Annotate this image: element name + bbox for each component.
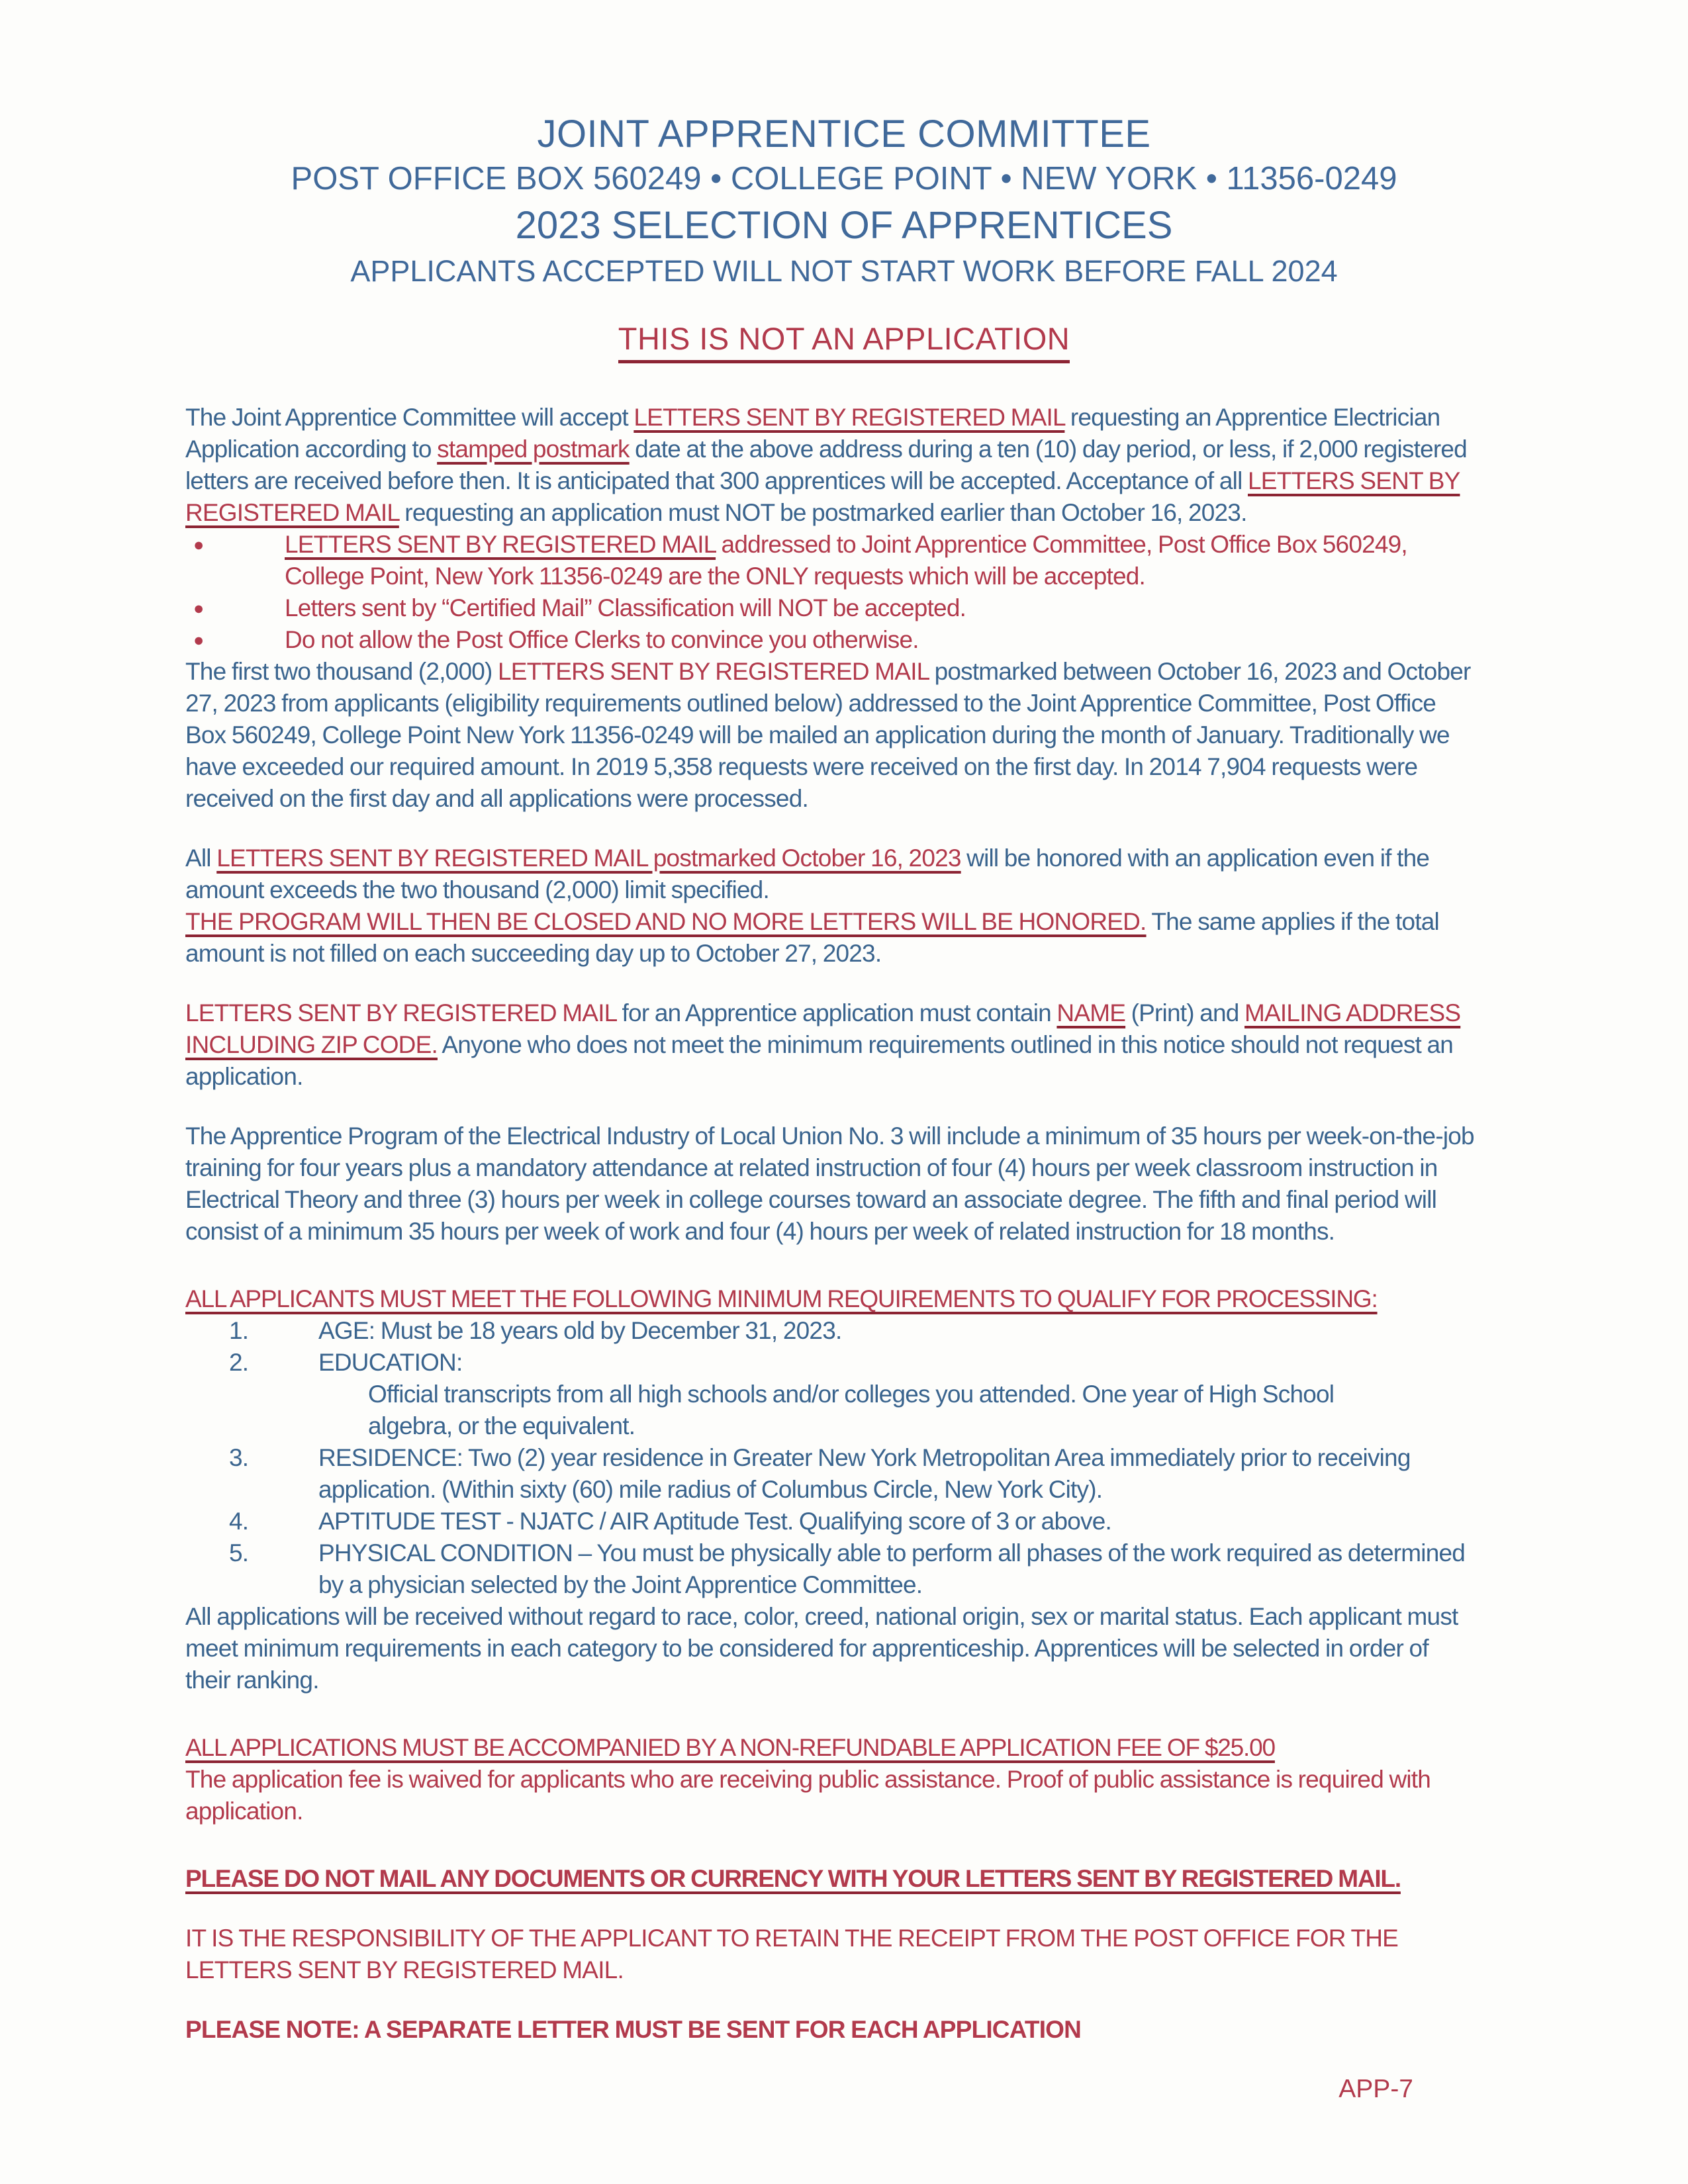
- text-content: [185, 658, 1471, 812]
- text-segment: APTITUDE TEST - NJATC / AIR Aptitude Test. Qualifying score of 3 or above.: [318, 1508, 1111, 1535]
- text-segment: RESIDENCE: Two (2) year residence in Greater New York Metropolitan Area immediately prior to receiving application. (Within sixty (60) mile radius of Columbus Circle, New York City).: [318, 1444, 1411, 1503]
- list-number: 4.: [229, 1508, 249, 1535]
- text-content: [185, 1734, 1275, 1761]
- paragraph: [185, 1601, 1476, 1696]
- paragraph: [185, 1764, 1476, 1827]
- text-content: [318, 1537, 1476, 1601]
- paragraph: [185, 1120, 1476, 1248]
- text-segment: The application fee is waived for applicants who are receiving public assistance. Proof of public assistance is required with application.: [185, 1766, 1431, 1825]
- bullet-icon: ●: [193, 598, 204, 618]
- text-segment: The Apprentice Program of the Electrical Industry of Local Union No. 3 will include a minimum of 35 hours per week-on-the-job training for four years plus a mandatory attendance at related instruction of four (4) hours per week classroom instruction in Electrical Theory and three (3) hours per week in college courses toward an associate degree. The fifth and final period will consist of a minimum 35 hours per week of work and four (4) hours per week of related instruction for 18 months.: [185, 1122, 1474, 1245]
- not-an-application-wrap: [0, 320, 1688, 363]
- paragraph: [185, 906, 1476, 970]
- text-segment: LETTERS SENT BY REGISTERED MAIL: [285, 531, 716, 558]
- text-segment: LETTERS SENT BY REGISTERED MAIL: [185, 467, 1460, 526]
- numbered-item: [185, 1442, 1476, 1506]
- text-content: [318, 1347, 1476, 1379]
- text-segment: ALL APPLICATIONS MUST BE ACCOMPANIED BY A NON-REFUNDABLE APPLICATION FEE OF $25.00: [185, 1734, 1275, 1761]
- document-header: [0, 0, 1688, 363]
- text-segment: AGE: Must be 18 years old by December 31, 2023.: [318, 1317, 842, 1344]
- text-segment: Anyone who does not meet the minimum requirements outlined in this notice should not request an application.: [185, 1031, 1454, 1090]
- text-content: [185, 999, 1460, 1090]
- text-segment: The first two thousand (2,000): [185, 658, 498, 685]
- text-content: [285, 529, 1476, 592]
- paragraph: [185, 997, 1476, 1093]
- section-heading: [185, 1283, 1476, 1315]
- text-segment: All: [185, 844, 217, 872]
- text-content: [318, 1442, 1476, 1506]
- selection-title: 2023 SELECTION OF APPRENTICES: [515, 204, 1173, 247]
- text-segment: PLEASE NOTE: A SEPARATE LETTER MUST BE SENT FOR EACH APPLICATION: [185, 2016, 1082, 2043]
- text-segment: ALL APPLICANTS MUST MEET THE FOLLOWING MINIMUM REQUIREMENTS TO QUALIFY FOR PROCESSING:: [185, 1285, 1378, 1312]
- committee-title: JOINT APPRENTICE COMMITTEE: [537, 113, 1151, 156]
- bullet-item: [185, 624, 1476, 656]
- text-segment: NAME: [1056, 999, 1126, 1026]
- numbered-item: [185, 1315, 1476, 1347]
- text-content: [185, 1603, 1458, 1694]
- text-content: [318, 1315, 1476, 1347]
- text-segment: PHYSICAL CONDITION – You must be physically able to perform all phases of the work required as determined by a physician selected by the Joint Apprentice Committee.: [318, 1539, 1466, 1598]
- text-segment: LETTERS SENT BY REGISTERED MAIL: [633, 404, 1065, 431]
- text-content: [185, 1285, 1378, 1312]
- page-label: APP-7: [1338, 2075, 1413, 2103]
- numbered-item: [185, 1347, 1476, 1379]
- text-segment: The Joint Apprentice Committee will accept: [185, 404, 634, 431]
- text-segment: postmarked between October 16, 2023 and October 27, 2023 from applicants (eligibility requirements outlined below) addressed to the Joint Apprentice Committee, Post Office Box 560249, College Point New York 11356-0249 will be mailed an application during the month of January. Traditionally we have exceeded our required amount. In 2019 5,358 requests were received on the first day. In 2014 7,904 requests were received on the first day and all applications were processed.: [185, 658, 1471, 812]
- text-segment: addressed to Joint Apprentice Committee, Post Office Box 560249, College Point, New York 11356-0249 are the ONLY requests which will be accepted.: [285, 531, 1407, 590]
- text-content: [285, 624, 1476, 656]
- text-segment: All applications will be received without regard to race, color, creed, national origin, sex or marital status. Each applicant must meet minimum requirements in each category to be considered for apprenticeship. Apprentices will be selected in order of their ranking.: [185, 1603, 1458, 1694]
- text-segment: (Print) and: [1125, 999, 1245, 1026]
- bullet-item: [185, 529, 1476, 592]
- text-segment: LETTERS SENT BY REGISTERED MAIL: [498, 658, 929, 685]
- paragraph: [185, 402, 1476, 529]
- text-segment: stamped postmark: [437, 435, 630, 463]
- text-content: [185, 908, 1439, 967]
- text-content: [318, 1506, 1476, 1537]
- text-segment: for an Apprentice application must contain: [616, 999, 1057, 1026]
- bullet-item: [185, 592, 1476, 624]
- text-content: [185, 1766, 1430, 1825]
- text-segment: will be honored with an application even if the amount exceeds the two thousand (2,000) limit specified.: [185, 844, 1430, 903]
- text-content: [185, 1925, 1398, 1983]
- text-segment: The same applies if the total amount is not filled on each succeeding day up to October 27, 2023.: [185, 908, 1439, 967]
- section-heading: [185, 1732, 1476, 1764]
- start-work-notice: APPLICANTS ACCEPTED WILL NOT START WORK BEFORE FALL 2024: [350, 254, 1338, 288]
- text-segment: EDUCATION:: [318, 1349, 463, 1376]
- text-content: [185, 844, 1429, 903]
- text-content: [185, 404, 1467, 526]
- text-segment: IT IS THE RESPONSIBILITY OF THE APPLICANT TO RETAIN THE RECEIPT FROM THE POST OFFICE FOR THE LETTERS SENT BY REGISTERED MAIL.: [185, 1925, 1399, 1983]
- document-footer: [0, 2046, 1688, 2104]
- paragraph: [185, 2014, 1476, 2046]
- paragraph: [185, 1923, 1476, 1986]
- not-an-application-notice: THIS IS NOT AN APPLICATION: [618, 320, 1070, 363]
- text-content: [185, 2016, 1081, 2043]
- text-segment: Official transcripts from all high schools and/or colleges you attended. One year of High School algebra, or the equivalent.: [368, 1381, 1335, 1439]
- section-heading: [185, 1863, 1476, 1895]
- text-content: [185, 1122, 1474, 1245]
- paragraph: [185, 656, 1476, 815]
- text-segment: date at the above address during a ten (10) day period, or less, if 2,000 registered letters are received before then. It is anticipated that 300 apprentices will be accepted. Acceptance of all: [185, 435, 1467, 494]
- text-segment: PLEASE DO NOT MAIL ANY DOCUMENTS OR CURRENCY WITH YOUR LETTERS SENT BY REGISTERED MAIL.: [185, 1865, 1401, 1892]
- document-body: [185, 402, 1476, 2046]
- list-number: 3.: [229, 1444, 249, 1471]
- text-segment: THE PROGRAM WILL THEN BE CLOSED AND NO MORE LETTERS WILL BE HONORED.: [185, 908, 1147, 935]
- list-number: 2.: [229, 1349, 249, 1376]
- list-number: 5.: [229, 1539, 249, 1567]
- list-number: 1.: [229, 1317, 249, 1344]
- list-subtext: [368, 1379, 1341, 1442]
- text-segment: LETTERS SENT BY REGISTERED MAIL postmarked October 16, 2023: [216, 844, 961, 872]
- bullet-icon: ●: [193, 535, 204, 555]
- text-segment: Do not allow the Post Office Clerks to convince you otherwise.: [285, 626, 919, 653]
- bullet-icon: ●: [193, 630, 204, 650]
- numbered-item: [185, 1506, 1476, 1537]
- text-segment: requesting an application must NOT be postmarked earlier than October 16, 2023.: [399, 499, 1247, 526]
- address-line: POST OFFICE BOX 560249 • COLLEGE POINT • NEW YORK • 11356-0249: [291, 161, 1397, 197]
- paragraph: [185, 842, 1476, 906]
- text-segment: requesting an Apprentice Electrician Application according to: [185, 404, 1440, 463]
- text-segment: Letters sent by “Certified Mail” Classification will NOT be accepted.: [285, 594, 966, 621]
- text-segment: LETTERS SENT BY REGISTERED MAIL: [185, 999, 617, 1026]
- numbered-item: [185, 1537, 1476, 1601]
- text-content: [285, 592, 1476, 624]
- text-content: [368, 1381, 1334, 1439]
- text-content: [185, 1865, 1401, 1892]
- text-segment: MAILING ADDRESS INCLUDING ZIP CODE.: [185, 999, 1461, 1058]
